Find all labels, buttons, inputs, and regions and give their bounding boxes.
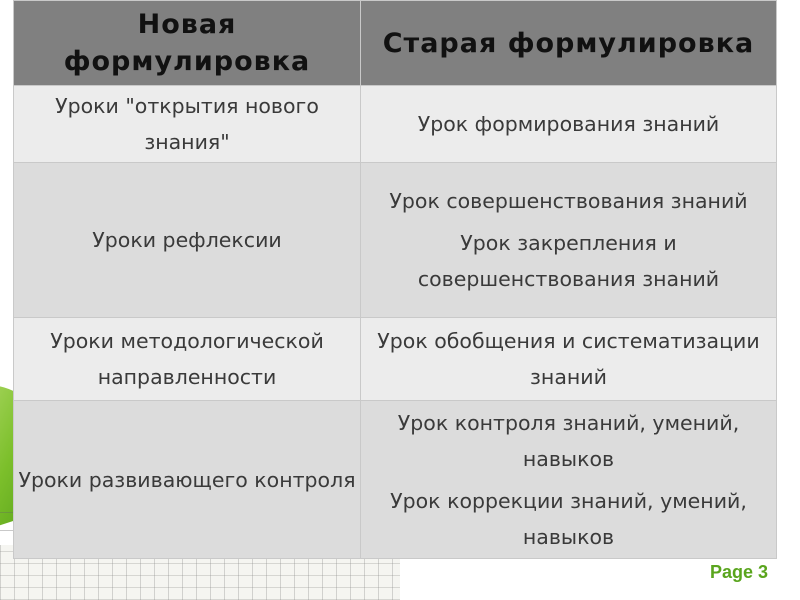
old-term-text: Урок совершенствования знаний bbox=[389, 189, 748, 213]
old-term-text: Урок коррекции знаний, умений, навыков bbox=[390, 488, 747, 549]
new-term-cell: Уроки "открытия нового знания" bbox=[14, 86, 361, 163]
table-header-row bbox=[14, 1, 777, 86]
old-term-text: Урок закрепления и совершенствования знаний bbox=[417, 231, 720, 291]
page-number: Page 3 bbox=[709, 562, 768, 582]
old-term-text: Урок контроля знаний, умений, навыков bbox=[397, 410, 740, 471]
old-term-text: Урок обобщения и систематизации знаний bbox=[377, 329, 760, 389]
old-term-cell bbox=[361, 401, 777, 559]
column-header-new: Новая формулировка bbox=[14, 1, 361, 86]
old-term-cell bbox=[361, 318, 777, 401]
lesson-types-table bbox=[13, 0, 777, 559]
new-term-cell: Уроки развивающего контроля bbox=[14, 401, 361, 559]
table-row bbox=[14, 318, 777, 401]
old-term-cell bbox=[361, 163, 777, 318]
new-term-cell: Уроки рефлексии bbox=[14, 163, 361, 318]
column-header-old: Старая формулировка bbox=[361, 1, 777, 86]
table-row bbox=[14, 163, 777, 318]
new-term-cell: Уроки методологической направленности bbox=[14, 318, 361, 401]
table-row bbox=[14, 86, 777, 163]
old-term-cell bbox=[361, 86, 777, 163]
table-row bbox=[14, 401, 777, 559]
old-term-text: Урок формирования знаний bbox=[417, 112, 720, 136]
